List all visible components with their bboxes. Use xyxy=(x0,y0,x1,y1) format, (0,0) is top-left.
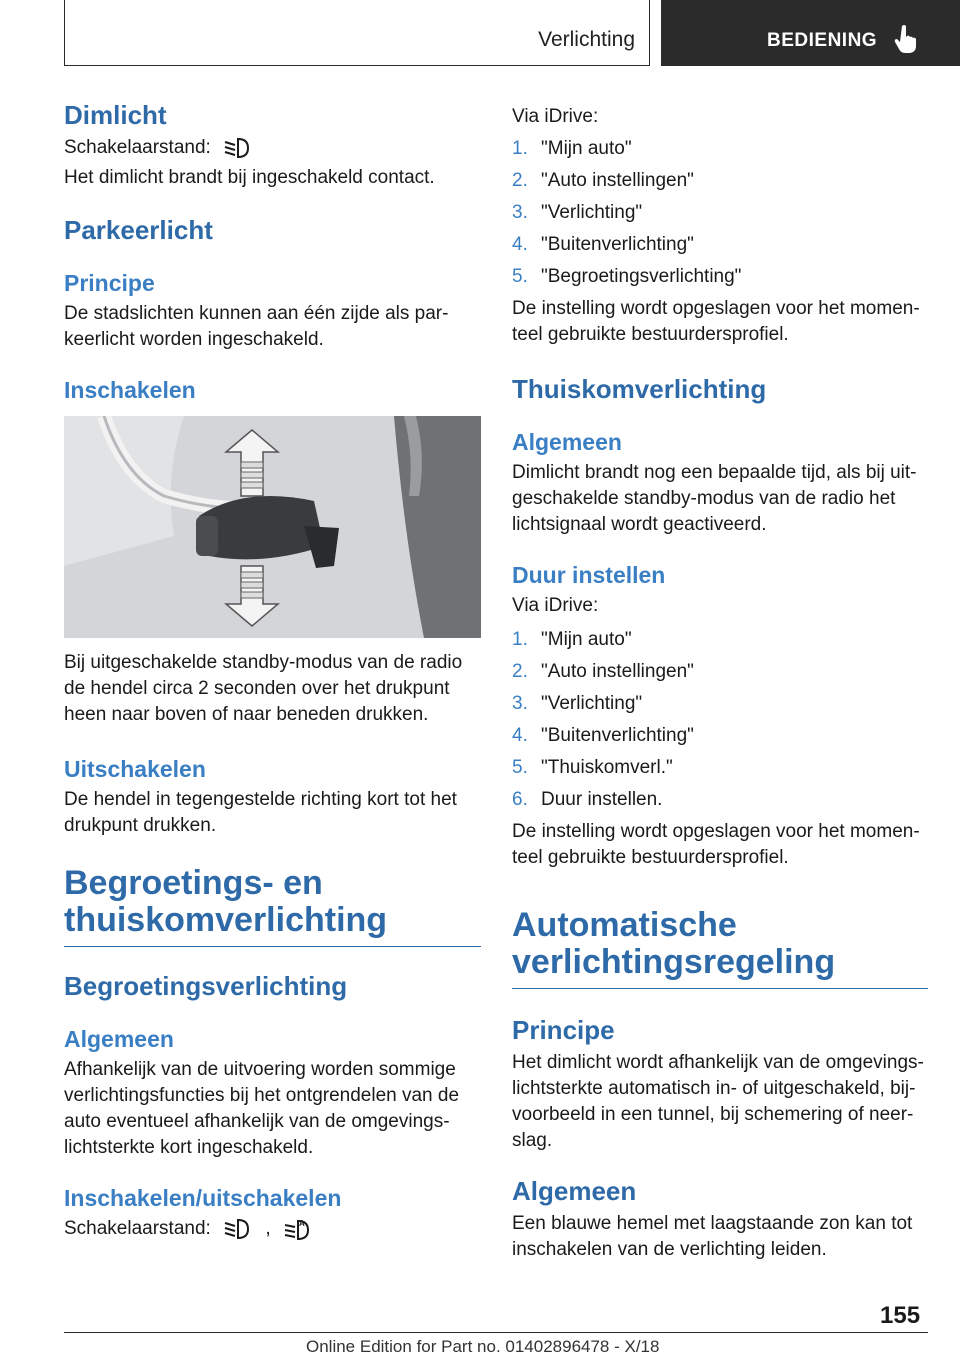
list-item xyxy=(512,264,928,290)
step-number: 4. xyxy=(512,725,528,746)
switch-label: Schakelaarstand: xyxy=(64,137,211,158)
low-beam-icon xyxy=(222,1218,252,1240)
heading-inschakelen: Inschakelen xyxy=(64,377,196,403)
heading-begroetings-thuiskom xyxy=(64,865,481,947)
automatisch-algemeen-text xyxy=(512,1211,928,1263)
list-item xyxy=(512,723,928,749)
text-line: teel gebruikte bestuurdersprofiel. xyxy=(512,324,789,345)
step-text: Duur instellen. xyxy=(541,789,663,810)
list-item xyxy=(512,136,928,162)
text-line: lichtsterkte kort ingeschakeld. xyxy=(64,1137,314,1158)
heading-parkeerlicht: Parkeerlicht xyxy=(64,215,213,245)
heading-principe: Principe xyxy=(64,270,155,296)
heading-begroetingsverlichting: Begroetingsverlichting xyxy=(64,971,348,1001)
text-line: Het dimlicht wordt afhankelijk van de omgevings- xyxy=(512,1052,924,1073)
step-text: "Buitenverlichting" xyxy=(541,725,694,746)
inschakelen-text xyxy=(64,650,481,728)
text-line: auto eventueel afhankelijk van de omgevings- xyxy=(64,1111,450,1132)
low-beam-icon xyxy=(222,137,252,159)
step-number: 1. xyxy=(512,138,528,159)
list-item xyxy=(512,691,928,717)
text-line: lichtsterkte automatisch in- of uitgeschakeld, bij- xyxy=(512,1078,916,1099)
pointing-hand-icon xyxy=(894,24,920,54)
page-number: 155 xyxy=(880,1302,921,1329)
svg-text:A: A xyxy=(298,1218,305,1228)
heading-thuiskomverlichting: Thuiskomverlichting xyxy=(512,374,767,404)
heading-inschakelen-uitschakelen: Inschakelen/uitschakelen xyxy=(64,1185,342,1211)
step-text: "Auto instellingen" xyxy=(541,661,694,682)
heading-principe: Principe xyxy=(512,1015,615,1045)
step-number: 3. xyxy=(512,693,528,714)
begroetings-algemeen-text xyxy=(64,1057,481,1161)
uitschakelen-text xyxy=(64,787,481,839)
heading-line: Begroetings- en xyxy=(64,864,323,902)
heading-line: Automatische xyxy=(512,906,737,944)
text-line: verlichtingsfuncties bij het ontgrendelen van de xyxy=(64,1085,460,1106)
text-line: slag. xyxy=(512,1130,553,1151)
step-text: "Auto instellingen" xyxy=(541,170,694,191)
header-section-box xyxy=(64,0,650,66)
heading-line: verlichtingsregeling xyxy=(512,943,836,981)
switch-label: Schakelaarstand: xyxy=(64,1218,211,1239)
text-line: Afhankelijk van de uitvoering worden sommige xyxy=(64,1059,456,1080)
list-item xyxy=(512,232,928,258)
step-text: "Verlichting" xyxy=(541,202,643,223)
list-item xyxy=(512,787,928,813)
list-item xyxy=(512,755,928,781)
step-number: 2. xyxy=(512,661,528,682)
heading-duur-instellen: Duur instellen xyxy=(512,562,666,588)
via-idrive-label: Via iDrive: xyxy=(512,595,599,616)
heading-automatische-verlichtingsregeling xyxy=(512,907,928,989)
step-number: 5. xyxy=(512,266,528,287)
heading-line: thuiskomverlichting xyxy=(64,901,388,939)
text-line: De hendel in tegengestelde richting kort tot het xyxy=(64,789,457,810)
heading-algemeen: Algemeen xyxy=(64,1026,174,1052)
saved-text xyxy=(512,296,928,348)
step-text: "Begroetingsverlichting" xyxy=(541,266,742,287)
text-line: De instelling wordt opgeslagen voor het momen- xyxy=(512,298,920,319)
text-line: keerlicht worden ingeschakeld. xyxy=(64,329,324,350)
via-idrive-label: Via iDrive: xyxy=(512,106,599,127)
text-line: de hendel circa 2 seconden over het drukpunt xyxy=(64,678,450,699)
thuiskom-algemeen-text xyxy=(512,460,928,538)
text-line: drukpunt drukken. xyxy=(64,815,217,836)
header-section-title: Verlichting xyxy=(538,28,635,51)
text-line: Dimlicht brandt nog een bepaalde tijd, als bij uit- xyxy=(512,462,917,483)
heading-dimlicht: Dimlicht xyxy=(64,100,167,130)
dimlicht-switch-line xyxy=(64,135,481,161)
step-number: 3. xyxy=(512,202,528,223)
text-line: De stadslichten kunnen aan één zijde als par- xyxy=(64,303,449,324)
header-chapter-title: BEDIENING xyxy=(767,30,878,51)
heading-uitschakelen: Uitschakelen xyxy=(64,756,206,782)
step-number: 4. xyxy=(512,234,528,255)
list-item xyxy=(512,659,928,685)
text-line: lichtsignaal wordt geactiveerd. xyxy=(512,514,767,535)
automatisch-principe-text xyxy=(512,1050,928,1154)
step-text: "Mijn auto" xyxy=(541,629,632,650)
begroetings-switch-line xyxy=(64,1216,481,1242)
dimlicht-text: Het dimlicht brandt bij ingeschakeld contact. xyxy=(64,167,435,188)
saved-text xyxy=(512,819,928,871)
heading-algemeen: Algemeen xyxy=(512,429,622,455)
step-text: "Verlichting" xyxy=(541,693,643,714)
text-line: Een blauwe hemel met laagstaande zon kan tot xyxy=(512,1213,913,1234)
left-column xyxy=(64,100,481,1242)
footer-divider xyxy=(64,1332,928,1333)
automatic-light-icon xyxy=(282,1217,312,1241)
right-column xyxy=(512,100,928,1263)
header-chapter-tab xyxy=(661,0,960,66)
text-line: geschakelde standby-modus van de radio het xyxy=(512,488,896,509)
light-stalk-illustration xyxy=(64,416,481,638)
list-item xyxy=(512,168,928,194)
steps-thuiskom xyxy=(512,627,928,813)
steps-begroeting xyxy=(512,136,928,290)
heading-algemeen: Algemeen xyxy=(512,1176,637,1206)
step-number: 6. xyxy=(512,789,528,810)
footer-edition: Online Edition for Part no. 01402896478 - X/18 xyxy=(306,1337,660,1356)
text-line: teel gebruikte bestuurdersprofiel. xyxy=(512,847,789,868)
step-text: "Mijn auto" xyxy=(541,138,632,159)
step-number: 2. xyxy=(512,170,528,191)
text-line: Bij uitgeschakelde standby-modus van de radio xyxy=(64,652,463,673)
list-item xyxy=(512,200,928,226)
switch-separator: , xyxy=(265,1218,271,1239)
list-item xyxy=(512,627,928,653)
step-text: "Buitenverlichting" xyxy=(541,234,694,255)
text-line: heen naar boven of naar beneden drukken. xyxy=(64,704,429,725)
text-line: De instelling wordt opgeslagen voor het momen- xyxy=(512,821,920,842)
step-number: 1. xyxy=(512,629,528,650)
text-line: inschakelen van de verlichting leiden. xyxy=(512,1239,827,1260)
principe-text xyxy=(64,301,481,353)
text-line: voorbeeld in een tunnel, bij schemering of neer- xyxy=(512,1104,914,1125)
step-number: 5. xyxy=(512,757,528,778)
step-text: "Thuiskomverl." xyxy=(541,757,673,778)
